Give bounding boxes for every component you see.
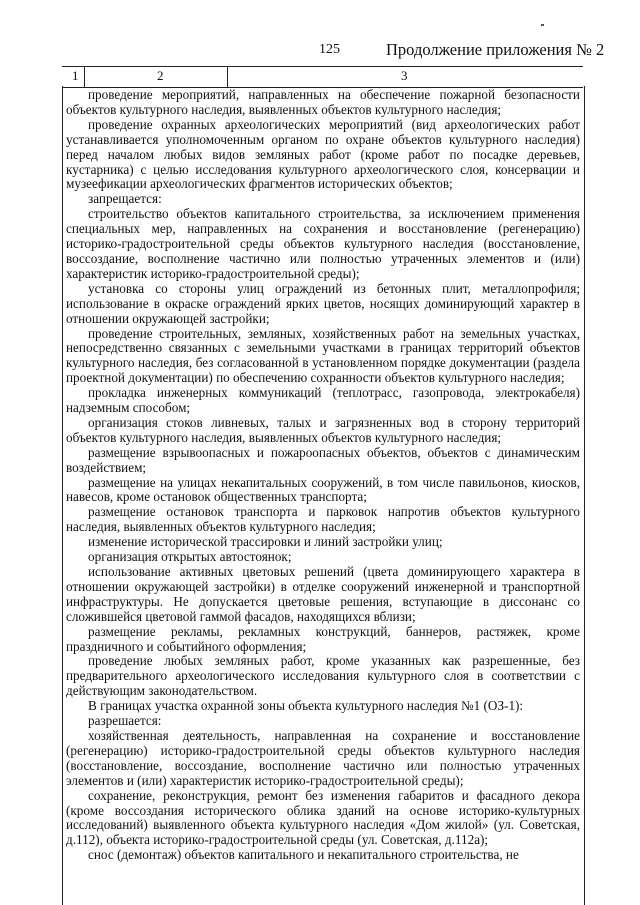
paragraph: проведение охранных археологических мероприятий (вид археологических работ устанавливается уполномоченным органом по охране объектов культурного наследия) перед началом любых видов земляных работ (кроме работ по посадке деревьев, кустарника) с целью исследования культурного археологического слоя, консервации и музеефикации археологических фрагментов исторических объектов; — [66, 116, 580, 192]
table-cell-text — [66, 88, 580, 863]
paragraph: размещение рекламы, рекламных конструкций, баннеров, растяжек, кроме праздничного и событийного оформления; — [66, 623, 580, 654]
paragraph: прокладка инженерных коммуникаций (теплотрасс, газопровода, электрокабеля) надземным способом; — [66, 385, 580, 416]
paragraph: проведение строительных, земляных, хозяйственных работ на земельных участках, непосредственно связанных с земельными участками в границах территорий объектов культурного наследия, без согласованной в установленном порядке документации (раздела проектной документации) по обеспечению сохранности объектов культурного наследия; — [66, 325, 580, 386]
paragraph: проведение мероприятий, направленных на обеспечение пожарной безопасности объектов культурного наследия, выявленных объектов культурного наследия; — [66, 87, 580, 117]
table-column-header-row — [62, 66, 583, 88]
paragraph: использование активных цветовых решений (цвета доминирующего характера в отношении окружающей застройки) в отделке сооружений инженерной и транспортной инфраструктуры. Не допускается цветовые решения, вступающие в диссонанс со сложившейся цветовой гаммой фасадов, находящихся вблизи; — [66, 564, 580, 624]
column-header-3: 3 — [401, 68, 408, 83]
paragraph: разрешается: — [88, 713, 162, 729]
column-header-1: 1 — [72, 68, 79, 83]
scan-mark — [541, 24, 544, 26]
column-divider — [84, 67, 85, 87]
paragraph: организация стоков ливневых, талых и загрязненных вод в сторону территорий объектов культурного наследия, выявленных объектов культурного наследия; — [66, 414, 580, 445]
paragraph: установка со стороны улиц ограждений из бетонных плит, металлопрофиля; использование в окраске ограждений ярких цветов, носящих доминирующий характер в отношении окружающей застройки; — [66, 280, 580, 326]
paragraph: снос (демонтаж) объектов капитального и некапитального строительства, не — [88, 847, 519, 863]
paragraph: строительство объектов капитального строительства, за исключением применения специальных мер, направленных на сохранения и восстановление (регенерацию) историко-градостроительной среды объектов культурного наследия (восстановление, воссоздание, восполнение частично или полностью утраченных элементов и (или) характеристик историко-градостроительной среды); — [66, 206, 580, 281]
appendix-continuation-title: Продолжение приложения № 2 — [386, 40, 605, 59]
paragraph: изменение исторической трассировки и линий застройки улиц; — [88, 534, 443, 550]
paragraph: проведение любых земляных работ, кроме указанных как разрешенные, без предварительного археологического исследования культурного слоя в соответствии с действующим законодательством. — [66, 653, 580, 699]
paragraph: В границах участка охранной зоны объекта культурного наследия №1 (ОЗ-1): — [88, 698, 524, 714]
paragraph: организация открытых автостоянок; — [88, 549, 292, 565]
paragraph: запрещается: — [88, 191, 162, 207]
paragraph: размещение остановок транспорта и парковок напротив объектов культурного наследия, выявленных объектов культурного наследия; — [66, 504, 580, 535]
paragraph: размещение на улицах некапитальных сооружений, в том числе павильонов, киосков, навесов, кроме остановок общественных транспорта; — [66, 474, 580, 505]
column-header-2: 2 — [157, 68, 164, 83]
page-number: 125 — [319, 42, 340, 57]
paragraph: сохранение, реконструкция, ремонт без изменения габаритов и фасадного декора (кроме воссоздания исторического облика зданий на основе историко-культурных исследований) выявленного объекта культурного наследия «Дом жилой» (ул. Советская, д.112), объекта историко-градостроительной среды (ул. Советская, д.112а); — [66, 787, 580, 848]
paragraph: хозяйственная деятельность, направленная на сохранение и восстановление (регенерацию) историко-градостроительной среды объектов культурного наследия (восстановление, воссоздание, восполнение частично или полностью утраченных элементов и (или) характеристик историко-градостроительной среды); — [66, 727, 580, 788]
column-divider — [227, 67, 228, 87]
paragraph: размещение взрывоопасных и пожароопасных объектов, объектов с динамическим воздействием; — [66, 444, 580, 475]
